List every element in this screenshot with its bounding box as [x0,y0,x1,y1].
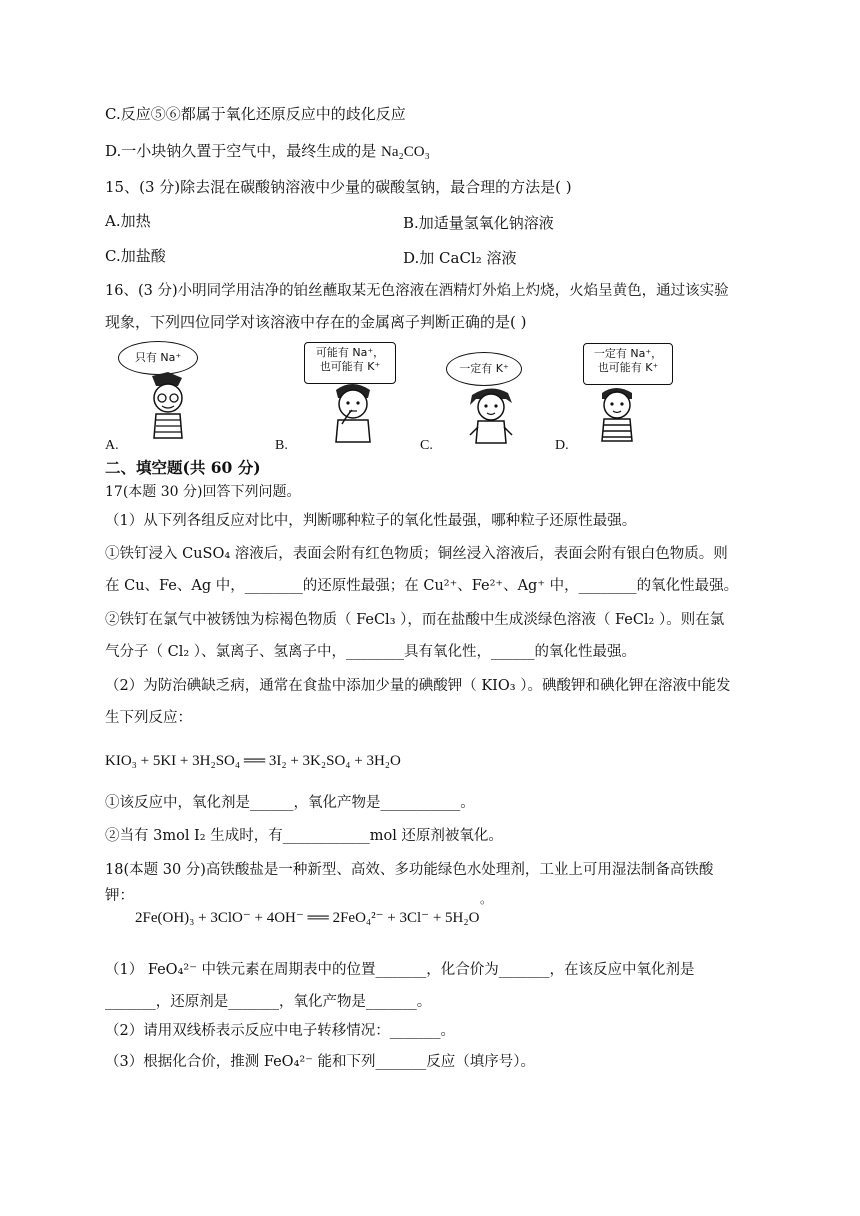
section-heading: 二、填空题(共 60 分) [105,458,261,477]
q15-option-a: A.加热 [105,212,151,230]
speech-bubble-a-text: 只有 Na⁺ [134,351,182,364]
q16-stem-line1: 16、(3 分)小明同学用洁净的铂丝蘸取某无色溶液在酒精灯外焰上灼烧，火焰呈黄色，通过该实验 [105,283,729,299]
q16-option-c-label: C. [420,438,433,453]
student-a-illustration [138,372,198,444]
q15-option-b: B.加适量氢氧化钠溶液 [403,214,554,232]
q14-option-d-text: D.一小块钠久置于空气中，最终生成的是 [105,142,377,160]
q16-option-b-label: B. [275,438,288,453]
q17-part1-item2-line1: ②铁钉在氯气中被锈蚀为棕褐色物质（ FeCl₃ ），而在盐酸中生成淡绿色溶液（ FeCl₂ ）。则在氯 [105,612,725,628]
q18-stem-line1: 18(本题 30 分)高铁酸盐是一种新型、高效、多功能绿色水处理剂，工业上可用湿法制备高铁酸 [105,862,714,878]
q16-option-d-label: D. [555,438,569,453]
q18-part1-line1: （1） FeO₄²⁻ 中铁元素在周期表中的位置_______，化合价为_______，在该反应中氧化剂是 [105,962,695,978]
q16-stem-line2: 现象，下列四位同学对该溶液中存在的金属离子判断正确的是( ) [105,313,527,331]
student-d-illustration [592,381,642,443]
q18-stem-period: 。 [480,892,493,906]
q18-part3: （3）根据化合价，推测 FeO₄²⁻ 能和下列_______反应（填序号）。 [105,1054,535,1070]
q17-equation: KIO₃ + 5KI + 3H₂SO₄ ══ 3I₂ + 3K₂SO₄ + 3H₂O [105,753,401,769]
speech-bubble-b [304,342,396,384]
speech-bubble-a [118,341,198,375]
q17-part2-line1: （2）为防治碘缺乏病，通常在食盐中添加少量的碘酸钾（ KIO₃ ）。碘酸钾和碘化钾在溶液中能发 [105,678,731,694]
speech-bubble-d [583,343,673,385]
q14-option-d [105,142,430,161]
q18-equation: 2Fe(OH)₃ + 3ClO⁻ + 4OH⁻ ══ 2FeO₄²⁻ + 3Cl⁻ + 5H₂O [135,910,480,926]
q17-part2-item2: ②当有 3mol I₂ 生成时，有____________mol 还原剂被氧化。 [105,828,503,844]
q15-option-c: C.加盐酸 [105,247,166,265]
q17-part1-item1-line2: 在 Cu、Fe、Ag 中，________的还原性最强；在 Cu²⁺、Fe²⁺、Ag⁺ 中，________的氧化性最强。 [105,578,739,594]
student-b-illustration [322,380,384,444]
speech-bubble-c-text: 一定有 K⁺ [459,362,509,375]
q17-part1-item1-line1: ①铁钉浸入 CuSO₄ 溶液后，表面会附有红色物质；铜丝浸入溶液后，表面会附有银白色物质。则 [105,546,728,562]
q18-part1-line2: _______，还原剂是_______，氧化产物是_______。 [105,994,432,1010]
student-c-illustration [462,383,520,445]
q17-part1: （1）从下列各组反应对比中，判断哪种粒子的氧化性最强，哪种粒子还原性最强。 [105,513,637,529]
speech-bubble-b-line1: 可能有 Na⁺， [315,346,385,359]
q14-option-d-formula: Na₂CO₃ [381,144,430,160]
speech-bubble-b-line2: 也可能有 K⁺ [319,359,381,373]
q16-option-a-label: A. [105,438,119,453]
speech-bubble-d-line2: 也可能有 K⁺ [597,360,659,374]
q17-part1-item2-line2: 气分子（ Cl₂ ）、氯离子、氢离子中，________具有氧化性，______的氧化性最强。 [105,644,637,660]
speech-bubble-c [446,352,522,386]
speech-bubble-d-line1: 一定有 Na⁺， [593,347,663,360]
q17-part2-line2: 生下列反应： [105,710,192,726]
q14-option-c: C.反应⑤⑥都属于氧化还原反应中的歧化反应 [105,105,406,123]
q18-stem-line2: 钾： [105,888,134,904]
q17-part2-item1: ①该反应中，氧化剂是______，氧化产物是___________。 [105,795,475,811]
q15-stem: 15、(3 分)除去混在碳酸钠溶液中少量的碳酸氢钠，最合理的方法是( ) [105,178,572,196]
q18-part2: （2）请用双线桥表示反应中电子转移情况：_______。 [105,1023,455,1039]
q15-option-d: D.加 CaCl₂ 溶液 [403,249,517,267]
q17-stem: 17(本题 30 分)回答下列问题。 [105,484,301,500]
